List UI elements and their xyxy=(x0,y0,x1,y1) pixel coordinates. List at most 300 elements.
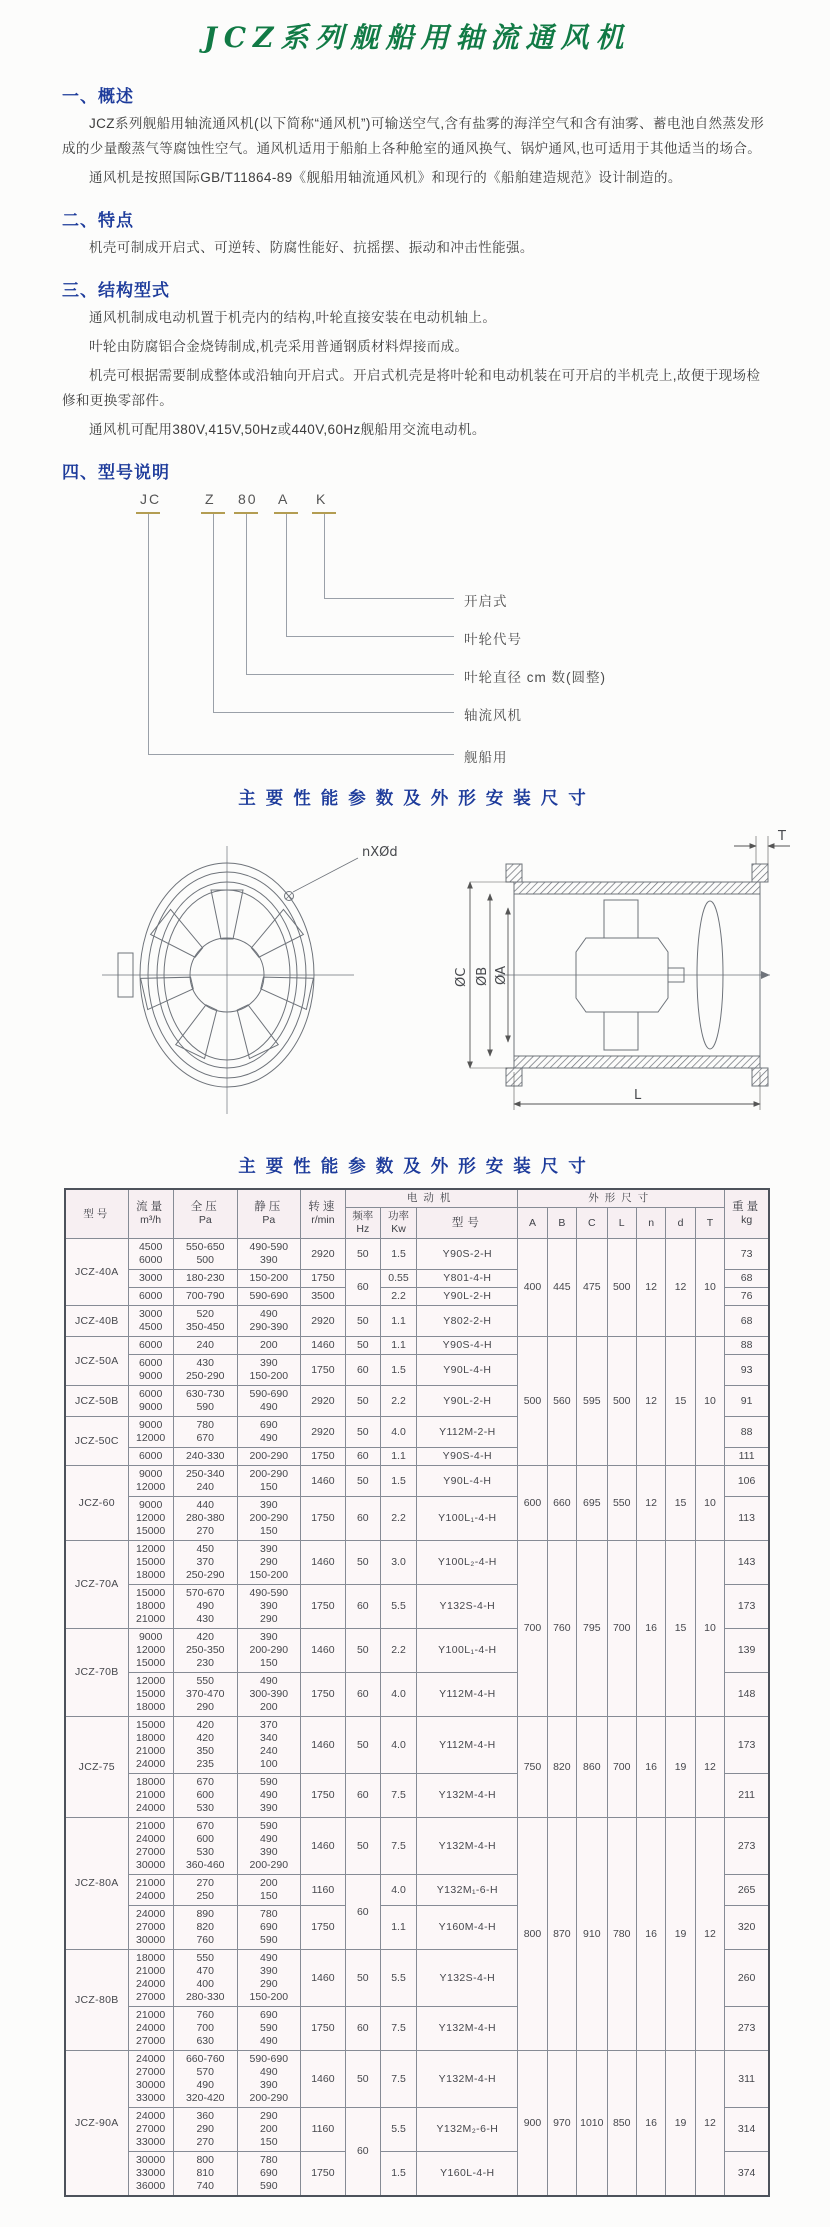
cell-dim-A: 700 xyxy=(518,1541,547,1717)
col-weight-label: 重量 xyxy=(732,1201,762,1213)
cell-speed: 2920 xyxy=(300,1386,345,1417)
cell-power: 3.0 xyxy=(380,1541,417,1585)
cell-static-pressure: 490-590 390 290 xyxy=(237,1585,300,1629)
cell-motor-model: Y90L-4-H xyxy=(417,1466,518,1497)
cell-weight: 76 xyxy=(725,1288,769,1306)
col-dim-d: d xyxy=(666,1208,695,1239)
cell-full-pressure: 570-670 490 430 xyxy=(173,1585,237,1629)
cell-static-pressure: 590 490 390 200-290 xyxy=(237,1818,300,1875)
cell-power: 1.5 xyxy=(380,1466,417,1497)
cell-static-pressure: 590 490 390 xyxy=(237,1774,300,1818)
cell-full-pressure: 550-650 500 xyxy=(173,1239,237,1270)
callout-line xyxy=(148,514,149,754)
col-dim-n: n xyxy=(636,1208,665,1239)
cell-full-pressure: 630-730 590 xyxy=(173,1386,237,1417)
col-speed-label: 转速 xyxy=(308,1201,338,1213)
cell-model: JCZ-70A xyxy=(65,1541,128,1629)
cell-static-pressure: 780 690 590 xyxy=(237,1906,300,1950)
cell-flow: 12000 15000 18000 xyxy=(128,1673,173,1717)
cell-dim-A: 800 xyxy=(518,1818,547,2051)
cell-static-pressure: 390 200-290 150 xyxy=(237,1629,300,1673)
cell-dim-L: 500 xyxy=(607,1239,636,1337)
cell-power: 5.5 xyxy=(380,1585,417,1629)
cell-dim-A: 600 xyxy=(518,1466,547,1541)
col-full-pressure-unit: Pa xyxy=(198,1214,212,1226)
cell-weight: 173 xyxy=(725,1717,769,1774)
cell-dim-n: 16 xyxy=(636,1541,665,1717)
code-label-impeller-code: 叶轮代号 xyxy=(464,632,522,647)
cell-motor-model: Y90S-4-H xyxy=(417,1337,518,1355)
cell-full-pressure: 780 670 xyxy=(173,1417,237,1448)
performance-title-table: 主要性能参数及外形安装尺寸 xyxy=(238,1156,596,1176)
cell-weight: 273 xyxy=(725,1818,769,1875)
cell-speed: 1460 xyxy=(300,1818,345,1875)
cell-dim-C: 860 xyxy=(577,1717,607,1818)
callout-line xyxy=(246,674,454,675)
cell-dim-A: 400 xyxy=(518,1239,547,1337)
cell-static-pressure: 590-690 490 390 200-290 xyxy=(237,2051,300,2108)
spec-table-body xyxy=(65,1239,769,2197)
code-label-impeller-diam: 叶轮直径 cm 数(圆整) xyxy=(464,670,606,685)
cell-power: 1.5 xyxy=(380,2152,417,2197)
cell-power: 0.55 xyxy=(380,1270,417,1288)
cell-motor-model: Y90S-2-H xyxy=(417,1239,518,1270)
overview-paragraph-1: JCZ系列舰船用轴流通风机(以下简称“通风机”)可输送空气,含有盐雾的海洋空气和含有油雾、蓄电池自然蒸发形成的少量酸蒸气等腐蚀性空气。通风机适用于船舶上各种舱室的通风换气、锅炉通风,也可适用于其他适当的场合。 xyxy=(62,116,765,156)
cell-speed: 1460 xyxy=(300,1541,345,1585)
cell-motor-model: Y132M-4-H xyxy=(417,2007,518,2051)
cell-weight: 88 xyxy=(725,1417,769,1448)
cell-full-pressure: 420 420 350 235 xyxy=(173,1717,237,1774)
spec-table-header xyxy=(65,1189,769,1239)
cell-dim-T: 12 xyxy=(695,2051,725,2197)
code-label-marine-use: 舰船用 xyxy=(464,750,508,765)
cell-dim-C: 795 xyxy=(577,1541,607,1717)
table-row xyxy=(65,1466,769,1497)
col-weight xyxy=(725,1189,769,1239)
cell-frequency: 60 xyxy=(345,1355,380,1386)
cell-static-pressure: 690 490 xyxy=(237,1417,300,1448)
cell-dim-L: 500 xyxy=(607,1337,636,1466)
cell-model: JCZ-90A xyxy=(65,2051,128,2197)
cell-dim-B: 760 xyxy=(547,1541,576,1717)
cell-flow: 6000 xyxy=(128,1448,173,1466)
callout-line xyxy=(286,514,287,636)
structure-paragraph-1: 通风机制成电动机置于机壳内的结构,叶轮直接安装在电动机轴上。 xyxy=(89,310,497,325)
cell-power: 7.5 xyxy=(380,1818,417,1875)
label-dim-t: T xyxy=(778,829,786,844)
cell-power: 1.1 xyxy=(380,1448,417,1466)
table-row xyxy=(65,2051,769,2108)
cell-motor-model: Y112M-4-H xyxy=(417,1717,518,1774)
cell-frequency: 50 xyxy=(345,1417,380,1448)
cell-power: 7.5 xyxy=(380,2051,417,2108)
table-row xyxy=(65,1239,769,1270)
cell-flow: 6000 xyxy=(128,1288,173,1306)
cell-frequency: 50 xyxy=(345,1717,380,1774)
cell-static-pressure: 490 390 290 150-200 xyxy=(237,1950,300,2007)
cell-power: 2.2 xyxy=(380,1288,417,1306)
cell-dim-T: 12 xyxy=(695,1818,725,2051)
cell-static-pressure: 690 590 490 xyxy=(237,2007,300,2051)
cell-static-pressure: 290 200 150 xyxy=(237,2108,300,2152)
model-code-diagram xyxy=(82,491,762,765)
cell-frequency: 50 xyxy=(345,1337,380,1355)
cell-full-pressure: 670 600 530 xyxy=(173,1774,237,1818)
cell-frequency: 60 xyxy=(345,1585,380,1629)
cell-frequency: 50 xyxy=(345,2051,380,2108)
technical-drawing xyxy=(62,820,786,1133)
code-segment-a: A xyxy=(278,491,290,507)
cell-flow: 6000 xyxy=(128,1337,173,1355)
cell-static-pressure: 200-290 xyxy=(237,1448,300,1466)
cell-weight: 320 xyxy=(725,1906,769,1950)
cell-weight: 91 xyxy=(725,1386,769,1417)
cell-speed: 3500 xyxy=(300,1288,345,1306)
col-dim-b: B xyxy=(547,1208,576,1239)
cell-frequency: 50 xyxy=(345,1239,380,1270)
cell-dim-B: 820 xyxy=(547,1717,576,1818)
callout-line xyxy=(324,598,454,599)
cell-motor-model: Y802-2-H xyxy=(417,1306,518,1337)
cell-power: 1.5 xyxy=(380,1355,417,1386)
callout-line xyxy=(148,754,454,755)
cell-full-pressure: 550 370-470 290 xyxy=(173,1673,237,1717)
cell-full-pressure: 240 xyxy=(173,1337,237,1355)
cell-power: 1.5 xyxy=(380,1239,417,1270)
code-segment-z: Z xyxy=(205,491,216,507)
cell-dim-B: 970 xyxy=(547,2051,576,2197)
cell-full-pressure: 430 250-290 xyxy=(173,1355,237,1386)
table-row xyxy=(65,1541,769,1585)
cell-static-pressure: 780 690 590 xyxy=(237,2152,300,2197)
cell-static-pressure: 490 290-390 xyxy=(237,1306,300,1337)
cell-weight: 143 xyxy=(725,1541,769,1585)
structure-paragraph-4: 通风机可配用380V,415V,50Hz或440V,60Hz舰船用交流电动机。 xyxy=(89,422,486,437)
col-weight-unit: kg xyxy=(741,1214,753,1226)
cell-motor-model: Y132M-4-H xyxy=(417,1818,518,1875)
cell-power: 5.5 xyxy=(380,2108,417,2152)
cell-frequency: 50 xyxy=(345,1306,380,1337)
cell-dim-d: 15 xyxy=(666,1337,695,1466)
col-power xyxy=(380,1208,417,1239)
cell-dim-d: 15 xyxy=(666,1541,695,1717)
cell-static-pressure: 370 340 240 100 xyxy=(237,1717,300,1774)
cell-motor-model: Y132M-4-H xyxy=(417,2051,518,2108)
cell-power: 2.2 xyxy=(380,1629,417,1673)
cell-power: 4.0 xyxy=(380,1417,417,1448)
cell-full-pressure: 180-230 xyxy=(173,1270,237,1288)
cell-motor-model: Y100L₂-4-H xyxy=(417,1541,518,1585)
label-dim-b: ØB xyxy=(475,966,490,986)
cell-motor-model: Y112M-2-H xyxy=(417,1417,518,1448)
cell-flow: 6000 9000 xyxy=(128,1355,173,1386)
col-speed-unit: r/min xyxy=(311,1214,335,1226)
cell-flow: 3000 xyxy=(128,1270,173,1288)
col-static-pressure-unit: Pa xyxy=(262,1214,276,1226)
cell-model: JCZ-75 xyxy=(65,1717,128,1818)
cell-full-pressure: 520 350-450 xyxy=(173,1306,237,1337)
cell-full-pressure: 890 820 760 xyxy=(173,1906,237,1950)
cell-motor-model: Y90L-2-H xyxy=(417,1288,518,1306)
cell-static-pressure: 390 200-290 150 xyxy=(237,1497,300,1541)
callout-line xyxy=(213,514,214,712)
cell-model: JCZ-40A xyxy=(65,1239,128,1306)
cell-speed: 1460 xyxy=(300,1629,345,1673)
col-motor-model: 型号 xyxy=(417,1208,518,1239)
cell-dim-T: 10 xyxy=(695,1466,725,1541)
cell-dim-C: 595 xyxy=(577,1337,607,1466)
cell-motor-model: Y160M-4-H xyxy=(417,1906,518,1950)
cell-frequency: 60 xyxy=(345,2007,380,2051)
cell-frequency: 60 xyxy=(345,1774,380,1818)
table-row xyxy=(65,1337,769,1355)
cell-full-pressure: 700-790 xyxy=(173,1288,237,1306)
cell-dim-B: 870 xyxy=(547,1818,576,2051)
cell-dim-L: 700 xyxy=(607,1717,636,1818)
cell-dim-n: 16 xyxy=(636,2051,665,2197)
cell-dim-d: 19 xyxy=(666,1818,695,2051)
cell-motor-model: Y132M-4-H xyxy=(417,1774,518,1818)
cell-model: JCZ-50B xyxy=(65,1386,128,1417)
section-heading-overview: 一、概述 xyxy=(62,87,134,106)
col-power-label: 功率 xyxy=(388,1210,410,1222)
col-dim-a: A xyxy=(518,1208,547,1239)
cell-flow: 21000 24000 xyxy=(128,1875,173,1906)
cell-weight: 93 xyxy=(725,1355,769,1386)
cell-power: 7.5 xyxy=(380,2007,417,2051)
cell-frequency: 50 xyxy=(345,1541,380,1585)
cell-static-pressure: 490-590 390 xyxy=(237,1239,300,1270)
cell-motor-model: Y801-4-H xyxy=(417,1270,518,1288)
cell-flow: 18000 21000 24000 27000 xyxy=(128,1950,173,2007)
code-segment-k: K xyxy=(316,491,328,507)
cell-weight: 68 xyxy=(725,1306,769,1337)
cell-full-pressure: 360 290 270 xyxy=(173,2108,237,2152)
cell-speed: 1160 xyxy=(300,1875,345,1906)
cell-static-pressure: 390 150-200 xyxy=(237,1355,300,1386)
col-static-pressure-label: 静压 xyxy=(254,1201,284,1213)
cell-frequency: 60 xyxy=(345,1497,380,1541)
cell-model: JCZ-80B xyxy=(65,1950,128,2051)
cell-full-pressure: 450 370 250-290 xyxy=(173,1541,237,1585)
cell-dim-n: 12 xyxy=(636,1337,665,1466)
cell-frequency: 50 xyxy=(345,1818,380,1875)
callout-line xyxy=(213,712,454,713)
cell-power: 1.1 xyxy=(380,1337,417,1355)
fan-drawing-svg xyxy=(62,820,786,1128)
structure-paragraph-3: 机壳可根据需要制成整体或沿轴向开启式。开启式机壳是将叶轮和电动机装在可开启的半机壳上,故便于现场检修和更换零部件。 xyxy=(62,368,761,408)
cell-motor-model: Y100L₁-4-H xyxy=(417,1497,518,1541)
label-dim-c: ØC xyxy=(454,967,469,987)
cell-frequency: 60 xyxy=(345,1875,380,1950)
section-heading-model-code: 四、型号说明 xyxy=(62,463,170,482)
col-frequency xyxy=(345,1208,380,1239)
cell-power: 4.0 xyxy=(380,1717,417,1774)
cell-speed: 1460 xyxy=(300,1337,345,1355)
cell-speed: 1750 xyxy=(300,1774,345,1818)
col-speed xyxy=(300,1189,345,1239)
cell-speed: 1460 xyxy=(300,2051,345,2108)
cell-dim-C: 1010 xyxy=(577,2051,607,2197)
cell-frequency: 60 xyxy=(345,1448,380,1466)
cell-power: 2.2 xyxy=(380,1386,417,1417)
col-dim-c: C xyxy=(577,1208,607,1239)
cell-dim-d: 15 xyxy=(666,1466,695,1541)
cell-weight: 374 xyxy=(725,2152,769,2197)
cell-speed: 2920 xyxy=(300,1239,345,1270)
cell-static-pressure: 150-200 xyxy=(237,1270,300,1288)
cell-weight: 111 xyxy=(725,1448,769,1466)
cell-static-pressure: 390 290 150-200 xyxy=(237,1541,300,1585)
features-paragraph-1: 机壳可制成开启式、可逆转、防腐性能好、抗摇摆、振动和冲击性能强。 xyxy=(89,240,534,255)
cell-dim-n: 16 xyxy=(636,1717,665,1818)
cell-static-pressure: 490 300-390 200 xyxy=(237,1673,300,1717)
cell-flow: 21000 24000 27000 30000 xyxy=(128,1818,173,1875)
cell-full-pressure: 800 810 740 xyxy=(173,2152,237,2197)
cell-static-pressure: 200 150 xyxy=(237,1875,300,1906)
cell-speed: 1750 xyxy=(300,1355,345,1386)
cell-flow: 9000 12000 15000 xyxy=(128,1629,173,1673)
cell-static-pressure: 200 xyxy=(237,1337,300,1355)
cell-speed: 1750 xyxy=(300,2007,345,2051)
cell-speed: 1750 xyxy=(300,2152,345,2197)
performance-title-top: 主要性能参数及外形安装尺寸 xyxy=(238,788,596,808)
cell-motor-model: Y90L-4-H xyxy=(417,1355,518,1386)
structure-paragraph-2: 叶轮由防腐铝合金烧铸制成,机壳采用普通钢质材料焊接而成。 xyxy=(89,339,469,354)
cell-static-pressure: 590-690 xyxy=(237,1288,300,1306)
col-frequency-label: 频率 xyxy=(352,1210,374,1222)
col-static-pressure xyxy=(237,1189,300,1239)
code-label-axial-fan: 轴流风机 xyxy=(464,708,522,723)
cell-speed: 1750 xyxy=(300,1906,345,1950)
cell-weight: 88 xyxy=(725,1337,769,1355)
cell-speed: 1460 xyxy=(300,1950,345,2007)
cell-power: 4.0 xyxy=(380,1875,417,1906)
cell-frequency: 50 xyxy=(345,1466,380,1497)
col-frequency-unit: Hz xyxy=(356,1223,370,1235)
col-power-unit: Kw xyxy=(391,1223,406,1235)
code-segment-80: 80 xyxy=(238,491,258,507)
cell-weight: 265 xyxy=(725,1875,769,1906)
cell-flow: 30000 33000 36000 xyxy=(128,2152,173,2197)
cell-frequency: 50 xyxy=(345,1629,380,1673)
cell-flow: 15000 18000 21000 xyxy=(128,1585,173,1629)
cell-motor-model: Y132S-4-H xyxy=(417,1585,518,1629)
cell-speed: 2920 xyxy=(300,1306,345,1337)
cell-flow: 24000 27000 33000 xyxy=(128,2108,173,2152)
cell-model: JCZ-50C xyxy=(65,1417,128,1466)
cell-motor-model: Y132M₁-6-H xyxy=(417,1875,518,1906)
cell-dim-B: 445 xyxy=(547,1239,576,1337)
cell-motor-model: Y112M-4-H xyxy=(417,1673,518,1717)
cell-motor-model: Y90S-4-H xyxy=(417,1448,518,1466)
cell-motor-model: Y132M₂-6-H xyxy=(417,2108,518,2152)
col-dim-t: T xyxy=(695,1208,725,1239)
overview-paragraph-2: 通风机是按照国际GB/T11864-89《舰船用轴流通风机》和现行的《船舶建造规范》设计制造的。 xyxy=(89,170,682,185)
col-model: 型号 xyxy=(65,1189,128,1239)
cell-full-pressure: 270 250 xyxy=(173,1875,237,1906)
cell-flow: 6000 9000 xyxy=(128,1386,173,1417)
cell-dim-L: 550 xyxy=(607,1466,636,1541)
cell-motor-model: Y132S-4-H xyxy=(417,1950,518,2007)
label-dim-a: ØA xyxy=(494,965,509,985)
cell-speed: 1160 xyxy=(300,2108,345,2152)
cell-full-pressure: 660-760 570 490 320-420 xyxy=(173,2051,237,2108)
cell-weight: 139 xyxy=(725,1629,769,1673)
cell-full-pressure: 670 600 530 360-460 xyxy=(173,1818,237,1875)
cell-motor-model: Y90L-2-H xyxy=(417,1386,518,1417)
cell-static-pressure: 200-290 150 xyxy=(237,1466,300,1497)
cell-speed: 1750 xyxy=(300,1497,345,1541)
cell-model: JCZ-70B xyxy=(65,1629,128,1717)
table-row xyxy=(65,1717,769,1774)
header-row-1 xyxy=(65,1189,769,1208)
cell-dim-C: 475 xyxy=(577,1239,607,1337)
cell-dim-A: 750 xyxy=(518,1717,547,1818)
cell-speed: 1460 xyxy=(300,1717,345,1774)
cell-model: JCZ-50A xyxy=(65,1337,128,1386)
cell-model: JCZ-40B xyxy=(65,1306,128,1337)
code-label-open-type: 开启式 xyxy=(464,594,508,609)
cell-flow: 24000 27000 30000 xyxy=(128,1906,173,1950)
cell-full-pressure: 550 470 400 280-330 xyxy=(173,1950,237,2007)
cell-flow: 12000 15000 18000 xyxy=(128,1541,173,1585)
cell-flow: 4500 6000 xyxy=(128,1239,173,1270)
cell-dim-C: 695 xyxy=(577,1466,607,1541)
cell-weight: 314 xyxy=(725,2108,769,2152)
cell-flow: 9000 12000 15000 xyxy=(128,1497,173,1541)
cell-power: 5.5 xyxy=(380,1950,417,2007)
cell-motor-model: Y100L₁-4-H xyxy=(417,1629,518,1673)
cell-power: 2.2 xyxy=(380,1497,417,1541)
cell-static-pressure: 590-690 490 xyxy=(237,1386,300,1417)
cell-speed: 2920 xyxy=(300,1417,345,1448)
cell-frequency: 60 xyxy=(345,2108,380,2197)
cell-full-pressure: 240-330 xyxy=(173,1448,237,1466)
callout-line xyxy=(286,636,454,637)
cell-power: 1.1 xyxy=(380,1306,417,1337)
col-flow-label: 流量 xyxy=(136,1201,166,1213)
cell-flow: 15000 18000 21000 24000 xyxy=(128,1717,173,1774)
cell-dim-T: 10 xyxy=(695,1239,725,1337)
cell-dim-T: 10 xyxy=(695,1541,725,1717)
cell-speed: 1750 xyxy=(300,1585,345,1629)
spec-table xyxy=(64,1188,770,2197)
cell-weight: 73 xyxy=(725,1239,769,1270)
cell-flow: 21000 24000 27000 xyxy=(128,2007,173,2051)
cell-power: 7.5 xyxy=(380,1774,417,1818)
cell-weight: 211 xyxy=(725,1774,769,1818)
col-group-motor: 电动机 xyxy=(345,1189,517,1208)
cell-weight: 106 xyxy=(725,1466,769,1497)
cell-weight: 68 xyxy=(725,1270,769,1288)
cell-speed: 1750 xyxy=(300,1270,345,1288)
label-dim-l: L xyxy=(634,1088,642,1103)
callout-line xyxy=(324,514,325,598)
cell-weight: 113 xyxy=(725,1497,769,1541)
cell-flow: 9000 12000 xyxy=(128,1417,173,1448)
cell-dim-C: 910 xyxy=(577,1818,607,2051)
cell-dim-L: 780 xyxy=(607,1818,636,2051)
cell-weight: 260 xyxy=(725,1950,769,2007)
page-title: JCZ系列舰船用轴流通风机 xyxy=(203,21,631,54)
section-heading-features: 二、特点 xyxy=(62,211,134,230)
col-flow-unit: m³/h xyxy=(140,1214,162,1226)
cell-dim-B: 560 xyxy=(547,1337,576,1466)
cell-dim-n: 16 xyxy=(636,1818,665,2051)
col-dim-l: L xyxy=(607,1208,636,1239)
cell-dim-T: 12 xyxy=(695,1717,725,1818)
